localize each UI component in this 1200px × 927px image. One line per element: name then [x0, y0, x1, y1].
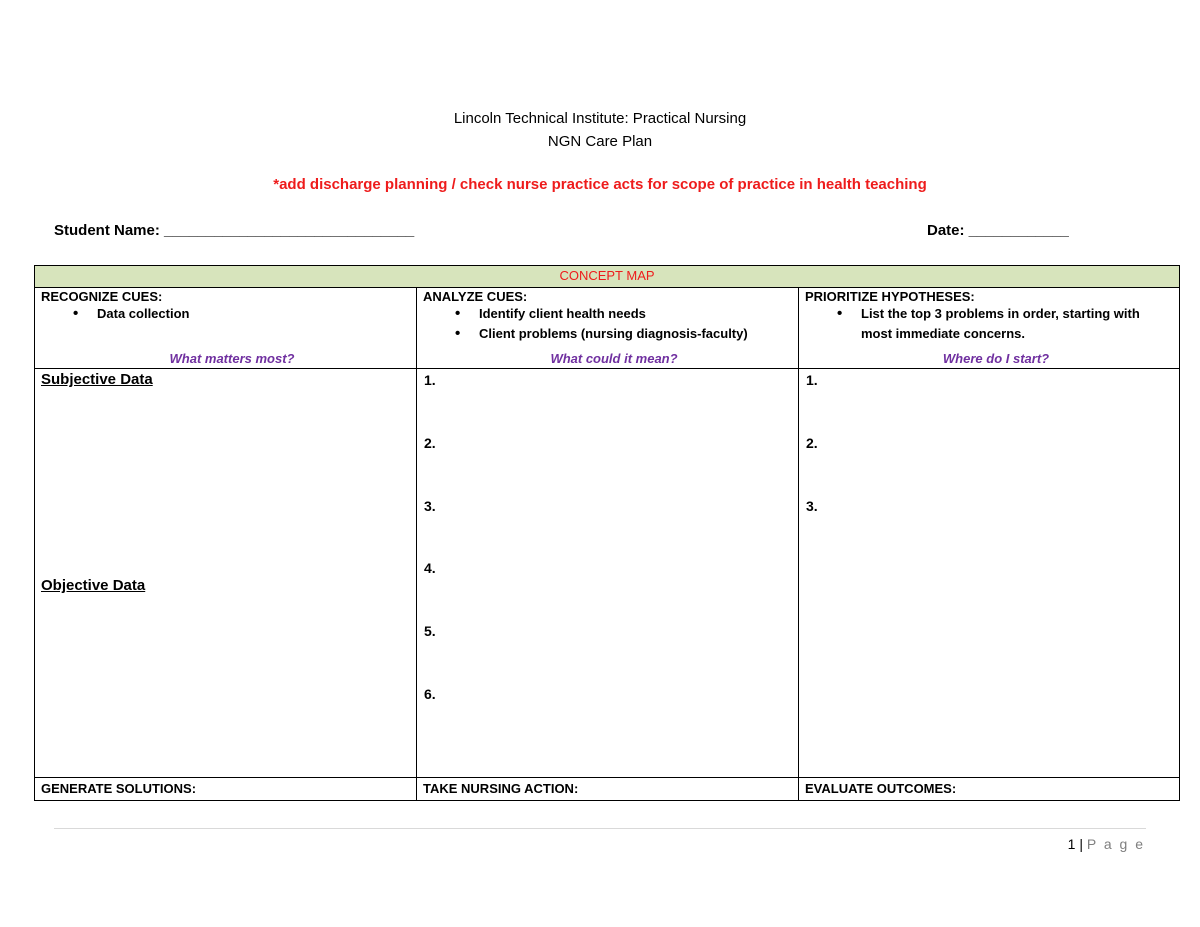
concept-map-table — [34, 265, 1180, 801]
grid-line-right — [1179, 265, 1180, 801]
prioritize-hypotheses-header — [798, 287, 1180, 368]
analyze-number-3: 3. — [424, 498, 436, 514]
grid-line-bottom — [34, 800, 1180, 801]
recognize-cues-bullet: • Data collection — [41, 304, 409, 324]
prioritize-number-3: 3. — [806, 498, 818, 514]
analyze-cues-bullet-1: • Identify client health needs — [423, 304, 791, 324]
analyze-cues-body[interactable] — [416, 368, 798, 777]
analyze-number-2: 2. — [424, 435, 436, 451]
grid-line-col-1 — [416, 287, 417, 801]
grid-line-header — [34, 368, 1180, 369]
generate-solutions-cell[interactable]: GENERATE SOLUTIONS: — [41, 781, 197, 796]
prioritize-hypotheses-bullet: • List the top 3 problems in order, starting with most immediate concerns. — [805, 304, 1173, 344]
prioritize-hypotheses-title: PRIORITIZE HYPOTHESES: — [805, 289, 975, 304]
footer-divider — [54, 828, 1146, 829]
page-number — [1068, 836, 1145, 852]
take-nursing-action-cell[interactable]: TAKE NURSING ACTION: — [423, 781, 579, 796]
discharge-planning-note: *add discharge planning / check nurse practice acts for scope of practice in health teaching — [273, 176, 927, 193]
analyze-cues-guide: What could it mean? — [550, 351, 678, 366]
concept-map-header: CONCEPT MAP — [34, 265, 1180, 287]
grid-line-concept — [34, 287, 1180, 288]
recognize-cues-guide: What matters most? — [169, 351, 295, 366]
analyze-cues-title: ANALYZE CUES: — [423, 289, 528, 304]
analyze-cues-bullet-2: • Client problems (nursing diagnosis-faculty) — [423, 324, 791, 344]
recognize-cues-header — [34, 287, 416, 368]
date-field[interactable]: Date: ____________ — [927, 222, 1069, 239]
subjective-data-label: Subjective Data — [41, 371, 153, 388]
analyze-number-5: 5. — [424, 623, 436, 639]
evaluate-outcomes-cell[interactable]: EVALUATE OUTCOMES: — [805, 781, 957, 796]
student-name-field[interactable]: Student Name: ______________________________ — [54, 222, 415, 239]
analyze-number-1: 1. — [424, 372, 436, 388]
prioritize-number-1: 1. — [806, 372, 818, 388]
prioritize-number-2: 2. — [806, 435, 818, 451]
page-label: P a g e — [1086, 836, 1145, 852]
objective-data-label: Objective Data — [41, 577, 146, 594]
document-subtitle: NGN Care Plan — [547, 133, 653, 150]
analyze-cues-header — [416, 287, 798, 368]
recognize-cues-title: RECOGNIZE CUES: — [41, 289, 163, 304]
page-number-separator: | — [1079, 836, 1083, 852]
recognize-cues-body[interactable] — [34, 368, 416, 777]
analyze-number-4: 4. — [424, 560, 436, 576]
page-number-value: 1 — [1067, 836, 1076, 852]
document-title: Lincoln Technical Institute: Practical Nursing — [453, 110, 747, 127]
prioritize-hypotheses-body[interactable] — [798, 368, 1180, 777]
grid-line-left — [34, 265, 35, 801]
prioritize-hypotheses-guide: Where do I start? — [942, 351, 1050, 366]
grid-line-col-2 — [798, 287, 799, 801]
grid-line-footer — [34, 777, 1180, 778]
analyze-number-6: 6. — [424, 686, 436, 702]
grid-line-top — [34, 265, 1180, 266]
